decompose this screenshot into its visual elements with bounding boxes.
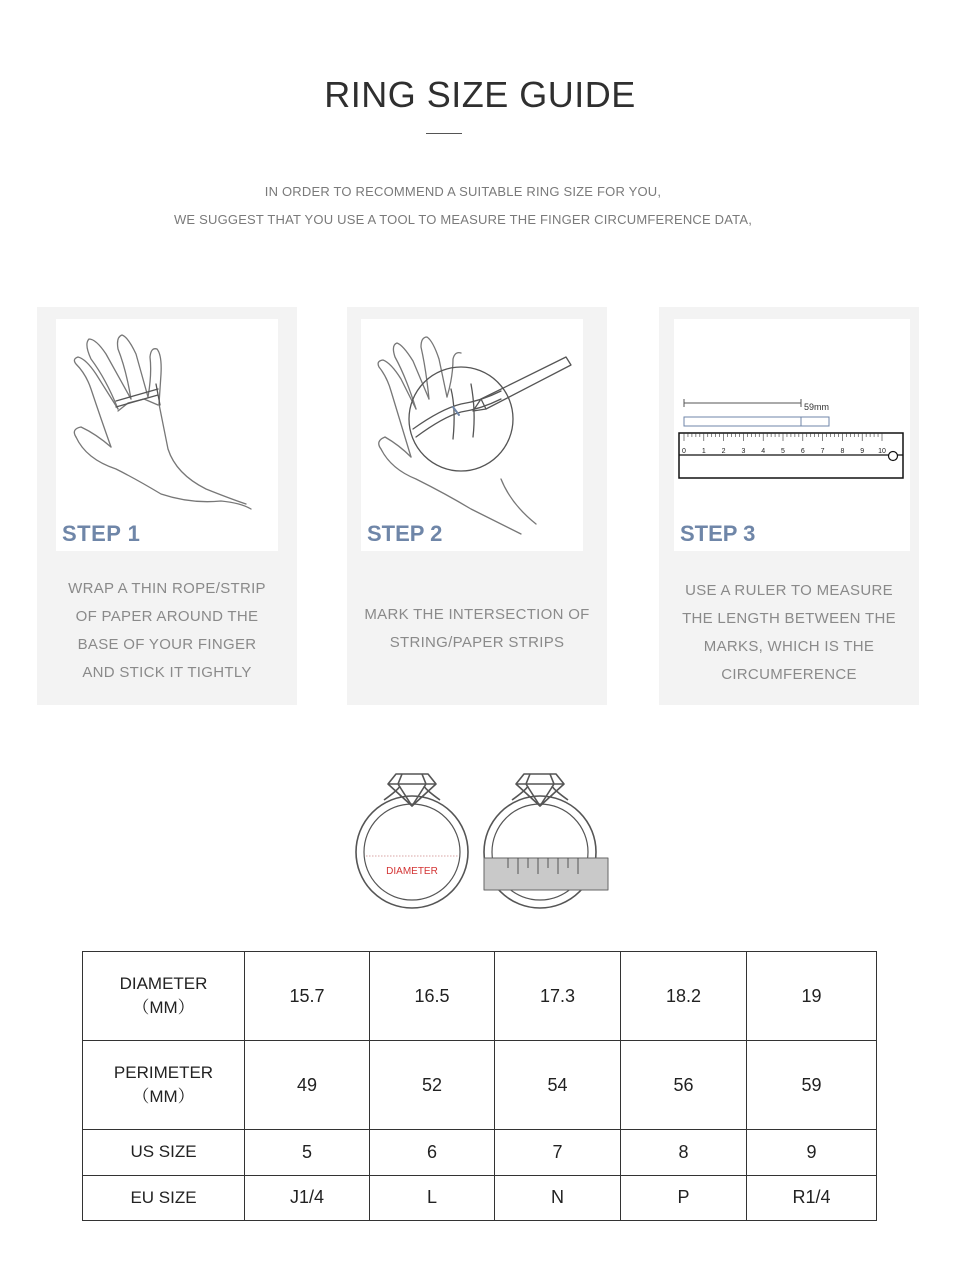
table-cell: R1/4 — [747, 1175, 877, 1220]
table-cell: 8 — [621, 1130, 747, 1175]
table-cell: 18.2 — [621, 952, 747, 1041]
step-3-description — [659, 577, 919, 689]
step-2-description — [347, 601, 607, 657]
ruler-tick-label: 8 — [840, 448, 845, 455]
table-cell: 49 — [245, 1041, 370, 1130]
ruler-tick-label: 6 — [800, 448, 805, 455]
table-cell: 59 — [747, 1041, 877, 1130]
table-cell: 6 — [370, 1130, 495, 1175]
hand-wrap-icon — [56, 319, 278, 551]
ruler-measure-icon — [674, 319, 910, 551]
row-header-diameter — [83, 952, 245, 1041]
step-3-desc-line: THE LENGTH BETWEEN THE — [682, 610, 896, 627]
table-cell: 17.3 — [495, 952, 621, 1041]
step-1-desc-line: AND STICK IT TIGHTLY — [82, 664, 252, 681]
intro-line-1: IN ORDER TO RECOMMEND A SUITABLE RING SIZE FOR YOU, — [264, 184, 662, 199]
ruler-tick-label: 7 — [820, 448, 825, 455]
table-cell: N — [495, 1175, 621, 1220]
title-divider — [426, 133, 462, 134]
row-header-unit: （MM） — [132, 998, 195, 1018]
step-card-3 — [659, 307, 919, 705]
step-2-label: STEP 2 — [367, 521, 443, 546]
step-1-description — [37, 575, 297, 687]
row-header-eu-size: EU SIZE — [83, 1175, 245, 1220]
step-3-desc-line: CIRCUMFERENCE — [721, 666, 857, 683]
ring-diagram — [340, 760, 620, 920]
row-header-line: DIAMETER — [119, 974, 208, 994]
table-cell: J1/4 — [245, 1175, 370, 1220]
ruler-tick-label: 10 — [878, 448, 886, 455]
step-1-desc-line: BASE OF YOUR FINGER — [77, 636, 257, 653]
step-1-illustration — [56, 319, 278, 551]
ring-size-table — [82, 951, 877, 1221]
table-cell: 5 — [245, 1130, 370, 1175]
step-3-label: STEP 3 — [680, 521, 756, 546]
step-1-label: STEP 1 — [62, 521, 141, 546]
ruler-tick-label: 4 — [761, 448, 766, 455]
table-cell: 7 — [495, 1130, 621, 1175]
table-cell: 54 — [495, 1041, 621, 1130]
intro-line-2: WE SUGGEST THAT YOU USE A TOOL TO MEASURE THE FINGER CIRCUMFERENCE DATA, — [173, 212, 753, 227]
table-cell: 16.5 — [370, 952, 495, 1041]
table-cell: 15.7 — [245, 952, 370, 1041]
row-header-us-size: US SIZE — [83, 1130, 245, 1175]
table-cell: 9 — [747, 1130, 877, 1175]
row-header-unit: （MM） — [132, 1087, 195, 1107]
table-cell: 52 — [370, 1041, 495, 1130]
ruler-tick-label: 3 — [741, 448, 746, 455]
table-cell: L — [370, 1175, 495, 1220]
row-header-perimeter — [83, 1041, 245, 1130]
step-3-illustration — [674, 319, 910, 551]
ruler-tick-label: 1 — [701, 448, 706, 455]
ruler-ticks — [682, 433, 886, 455]
ruler-tick-label: 5 — [781, 448, 785, 455]
step-card-2 — [347, 307, 607, 705]
table-cell: 19 — [747, 952, 877, 1041]
step-card-1 — [37, 307, 297, 705]
row-header-line: PERIMETER — [113, 1063, 214, 1083]
step-3-desc-line: MARKS, WHICH IS THE — [703, 638, 875, 655]
table-row — [83, 1130, 877, 1175]
hand-mark-icon — [361, 319, 583, 551]
measure-label: 59mm — [804, 402, 830, 412]
step-3-desc-line: USE A RULER TO MEASURE — [685, 582, 893, 599]
ruler-tick-label: 2 — [721, 448, 726, 455]
page-title: RING SIZE GUIDE — [324, 74, 636, 115]
ruler-tick-label: 9 — [860, 448, 865, 455]
table-row — [83, 1041, 877, 1130]
table-row — [83, 952, 877, 1041]
step-1-desc-line: WRAP A THIN ROPE/STRIP — [68, 580, 266, 597]
table-row — [83, 1175, 877, 1220]
table-cell: 56 — [621, 1041, 747, 1130]
step-2-desc-line: STRING/PAPER STRIPS — [389, 634, 565, 651]
table-cell: P — [621, 1175, 747, 1220]
step-1-desc-line: OF PAPER AROUND THE — [75, 608, 259, 625]
step-2-desc-line: MARK THE INTERSECTION OF — [364, 606, 590, 623]
diameter-label: DIAMETER — [386, 866, 438, 877]
ruler-tick-label: 0 — [682, 448, 686, 455]
step-2-illustration — [361, 319, 583, 551]
